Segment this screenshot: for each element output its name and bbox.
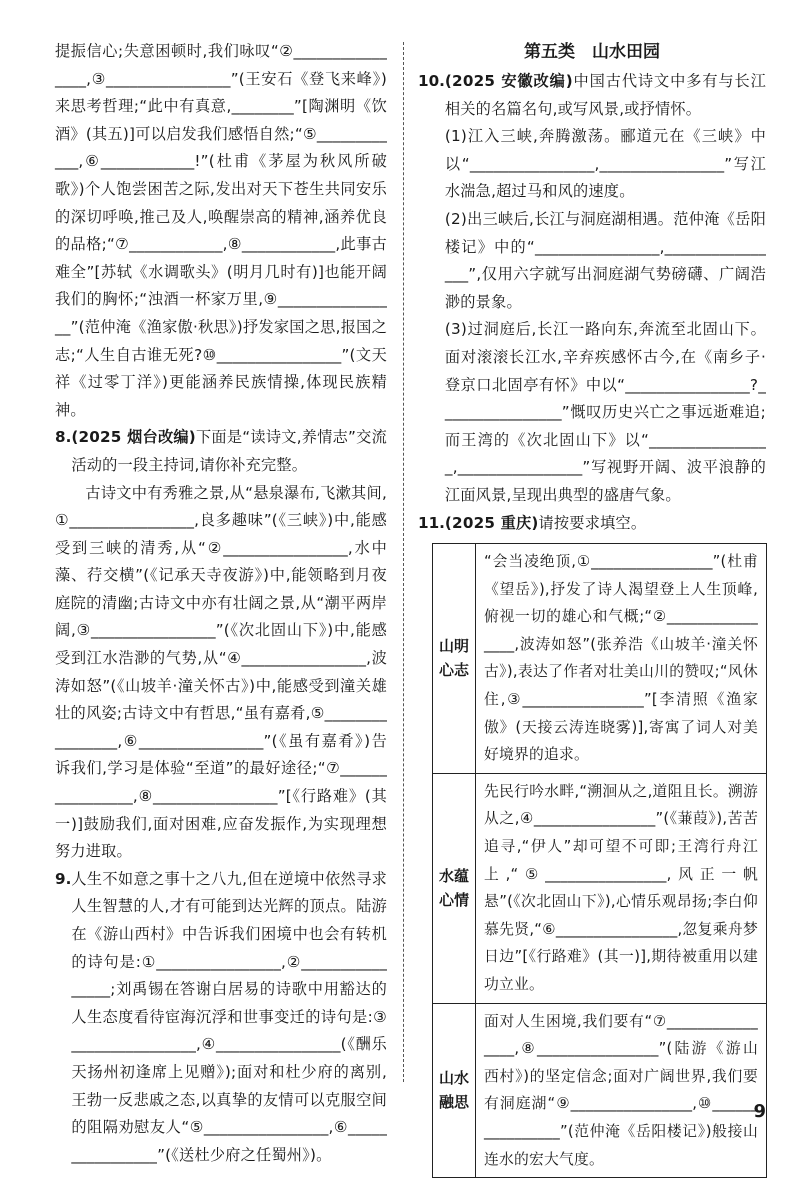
question-9-number: 9. bbox=[55, 869, 72, 888]
row-text: “会当凌绝顶,①________________”(杜甫《望岳》),抒发了诗人渴望登上人生顶峰,俯视一切的雄心和气概;“②________________,波涛如怒”(张养浩《山坡羊·潼关怀古》),表达了作者对壮美山川的赞叹;“风休住,③________________”[李清照《渔家傲》(天接云涛连晓雾)],寄寓了词人对美好境界的追求。 bbox=[484, 553, 758, 764]
row-label bbox=[433, 544, 476, 774]
question-8-stem: 下面是“读诗文,养情志”交流活动的一段主持词,请你补充完整。 bbox=[71, 428, 387, 474]
question-11 bbox=[418, 510, 766, 538]
row-label bbox=[433, 1003, 476, 1178]
page-number: 9 bbox=[753, 1101, 766, 1122]
table-row bbox=[433, 773, 767, 1003]
question-10-sub1: (1)江入三峡,奔腾激荡。郦道元在《三峡》中以“________________,________________”写江水湍急,超过马和风的速度。 bbox=[444, 127, 766, 201]
row-label-line2: 融思 bbox=[438, 1093, 469, 1112]
row-text: 面对人生困境,我们要有“⑦________________,⑧________________”(陆游《游山西村》)的坚定信念;面对广阔世界,我们要有洞庭湖“⑨________________,⑩________________”(范仲淹《岳阳楼记》)般接山连水的宏大气度。 bbox=[484, 1012, 758, 1168]
question-8-source: (2025 烟台改编) bbox=[71, 428, 196, 447]
question-10-sub3: (3)过洞庭后,长江一路向东,奔流至北固山下。面对滚滚长江水,辛弃疾感怀古今,在《南乡子·登京口北固亭有怀》中以“________________?________________”慨叹历史兴亡之事远逝难追;而王湾的《次北固山下》以“________________,________________”写视野开阔、波平浪静的江面风景,呈现出典型的盛唐气象。 bbox=[444, 320, 766, 504]
question-11-stem: 请按要求填空。 bbox=[538, 513, 647, 532]
question-10-sub2: (2)出三峡后,长江与洞庭湖相遇。范仲淹《岳阳楼记》中的“________________,________________”,仅用六字就写出洞庭湖气势磅礴、广阔浩渺的景象。 bbox=[444, 209, 766, 311]
question-11-table bbox=[432, 543, 767, 1178]
row-text: 先民行吟水畔,“溯洄从之,道阻且长。溯游从之,④________________”(《蒹葭》),苦苦追寻,“伊人”却可望不可即;王湾行舟江上,“⑤________________,风正一帆悬”(《次北固山下》),心情乐观昂扬;李白仰慕先贤,“⑥________________,忽复乘舟梦日边”[《行路难》(其一)],期待被重用以建功立业。 bbox=[484, 782, 758, 993]
column-divider bbox=[403, 42, 404, 1082]
question-11-source: (2025 重庆) bbox=[444, 513, 539, 532]
right-column bbox=[418, 38, 766, 1178]
left-column bbox=[55, 38, 387, 1169]
question-10-stem: 中国古代诗文中多有与长江相关的名篇名句,或写风景,或抒情怀。 bbox=[444, 72, 766, 118]
row-label-line1: 山明 bbox=[438, 637, 469, 656]
question-9-body: 人生不如意之事十之八九,但在逆境中依然寻求人生智慧的人,才有可能到达光辉的顶点。陆游在《游山西村》中告诉我们困境中也会有转机的诗句是:①________________,②________________;刘禹锡在答谢白居易的诗歌中用豁达的人生态度看待宦海沉浮和世事变迁的诗句是:③________________,④________________(《酬乐天扬州初逢席上见赠》);面对和杜少府的离别,王勃一反悲戚之态,以真挚的友情可以克服空间的阻隔劝慰友人“⑤________________,⑥________________”(《送杜少府之任蜀州》)。 bbox=[71, 869, 387, 1164]
intro-paragraph: 提振信心;失意困顿时,我们咏叹“②________________,③________________”(王安石《登飞来峰》)来思考哲理;“此中有真意,________”[陶渊明《饮酒》(其五)]可以启发我们感悟自然;“⑤____________,⑥____________!”(杜甫《茅屋为秋风所破歌》)个人饱尝困苦之际,发出对天下苍生共同安乐的深切呼唤,推己及人,唤醒崇高的精神,涵养优良的品格;“⑦____________,⑧____________,此事古难全”[苏轼《水调歌头》(明月几时有)]也能开阔我们的胸怀;“浊酒一杯家万里,⑨________________”(范仲淹《渔家傲·秋思》)抒发家国之思,报国之志;“人生自古谁无死?⑩________________”(文天祥《过零丁洋》)更能涵养民族情操,体现民族精神。 bbox=[55, 42, 387, 419]
row-label bbox=[433, 773, 476, 1003]
question-8 bbox=[55, 424, 387, 479]
table-row bbox=[433, 1003, 767, 1178]
question-10-number: 10. bbox=[418, 72, 445, 90]
question-9 bbox=[55, 866, 387, 1170]
question-11-number: 11. bbox=[418, 513, 445, 532]
row-label-line1: 山水 bbox=[438, 1069, 469, 1088]
row-label-line2: 心情 bbox=[438, 891, 469, 910]
section-title: 第五类 山水田园 bbox=[524, 42, 660, 62]
question-10 bbox=[418, 68, 766, 510]
table-row bbox=[433, 544, 767, 774]
row-label-line1: 水蕴 bbox=[438, 867, 469, 886]
question-8-body: 古诗文中有秀雅之景,从“悬泉瀑布,飞漱其间,①________________,良多趣味”(《三峡》)中,能感受到三峡的清秀,从“②________________,水中藻、荇交横”(《记承天寺夜游》)中,能领略到月夜庭院的清幽;古诗文中亦有壮阔之景,从“潮平两岸阔,③________________”(《次北固山下》)中,能感受到江水浩渺的气势,从“④________________,波涛如怒”(《山坡羊·潼关怀古》)中,能感受到潼关雄壮的风姿;古诗文中有哲思,“虽有嘉肴,⑤________________,⑥________________”(《虽有嘉肴》)告诉我们,学习是体验“至道”的最好途径;“⑦________________,⑧________________”[《行路难》(其一)]鼓励我们,面对困难,应奋发振作,为实现理想努力进取。 bbox=[55, 483, 387, 861]
question-8-number: 8. bbox=[55, 428, 72, 447]
question-10-source: (2025 安徽改编) bbox=[444, 72, 573, 90]
row-label-line2: 心志 bbox=[438, 661, 469, 680]
